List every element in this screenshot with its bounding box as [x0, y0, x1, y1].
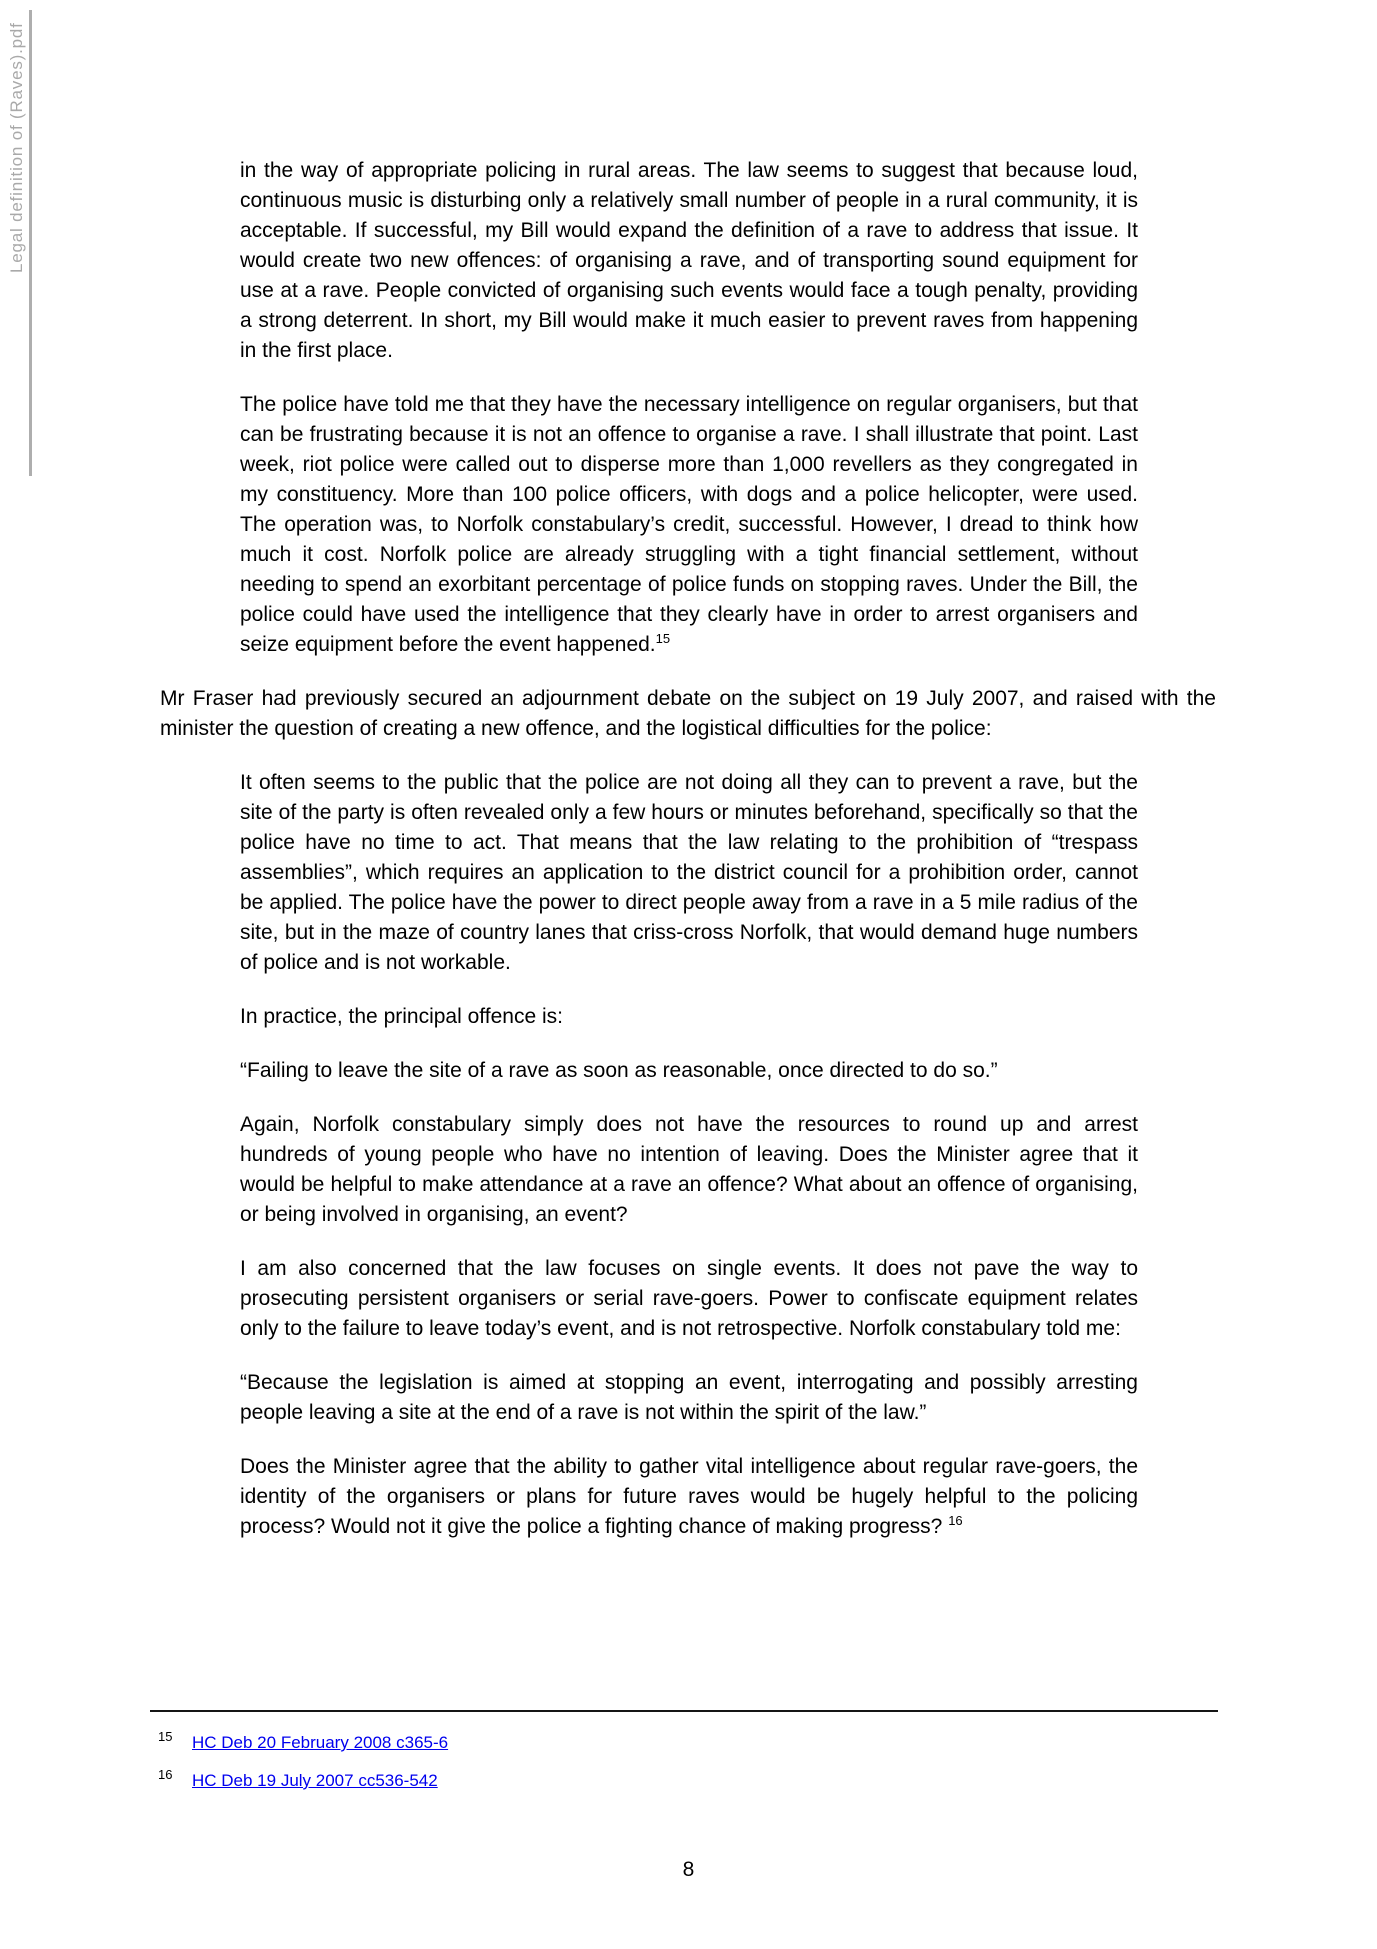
quoted-paragraph — [240, 768, 1138, 978]
paragraph-text: It often seems to the public that the police are not doing all they can to prevent a rave, but the site of the party is often revealed only a few hours or minutes beforehand, specifically so that the police have no time to act. That means that the law relating to the prohibition of “trespass assemblies”, which requires an application to the district council for a prohibition order, cannot be applied. The police have the power to direct people away from a rave in a 5 mile radius of the site, but in the maze of country lanes that criss-cross Norfolk, that would demand huge numbers of police and is not workable. — [240, 771, 1138, 974]
body-paragraph — [160, 684, 1216, 744]
quoted-paragraph — [240, 1056, 1138, 1086]
footnote-link-16[interactable]: HC Deb 19 July 2007 cc536-542 — [192, 1771, 438, 1790]
paragraph-text: I am also concerned that the law focuses on single events. It does not pave the way to prosecuting persistent organisers or serial rave-goers. Power to confiscate equipment relates only to the failure to leave today’s event, and is not retrospective. Norfolk constabulary told me: — [240, 1257, 1138, 1340]
quoted-paragraph — [240, 1002, 1138, 1032]
paragraph-text: In practice, the principal offence is: — [240, 1005, 563, 1028]
footnote-15 — [150, 1724, 1218, 1755]
footnote-marker-16: 16 — [158, 1767, 173, 1782]
filename-rail-line — [29, 10, 32, 476]
filename-label: Legal definition of (Raves).pdf — [7, 22, 26, 273]
footnote-ref-16: 16 — [948, 1513, 963, 1528]
quoted-paragraph — [240, 1254, 1138, 1344]
paragraph-text: Does the Minister agree that the ability to gather vital intelligence about regular rave-goers, the identity of the organisers or plans for future raves would be hugely helpful to the policing process? Would not it give the police a fighting chance of making progress? — [240, 1455, 1138, 1538]
footnote-link-15[interactable]: HC Deb 20 February 2008 c365-6 — [192, 1733, 449, 1752]
footnote-marker-15: 15 — [158, 1729, 173, 1744]
quoted-paragraph — [240, 1368, 1138, 1428]
page-number: 8 — [682, 1858, 695, 1881]
paragraph-text: The police have told me that they have the necessary intelligence on regular organisers, but that can be frustrating because it is not an offence to organise a rave. I shall illustrate that point. Last week, riot police were called out to disperse more than 1,000 revellers as they congregated in my constituency. More than 100 police officers, with dogs and a police helicopter, were used. The operation was, to Norfolk constabulary’s credit, successful. However, I dread to think how much it cost. Norfolk police are already struggling with a tight financial settlement, without needing to spend an exorbitant percentage of police funds on stopping raves. Under the Bill, the police could have used the intelligence that they clearly have in order to arrest organisers and seize equipment before the event happened. — [240, 393, 1138, 656]
document-body — [160, 156, 1216, 1566]
paragraph-text: Again, Norfolk constabulary simply does not have the resources to round up and arrest hundreds of young people who have no intention of leaving. Does the Minister agree that it would be helpful to make attendance at a rave an offence? What about an offence of organising, or being involved in organising, an event? — [240, 1113, 1138, 1226]
footnote-ref-15: 15 — [655, 631, 671, 646]
footnotes-section — [150, 1710, 1218, 1800]
quoted-paragraph — [240, 1452, 1138, 1542]
footnote-16 — [150, 1762, 1218, 1793]
quoted-paragraph — [240, 390, 1138, 660]
footnote-divider — [150, 1710, 1218, 1712]
paragraph-text: Mr Fraser had previously secured an adjournment debate on the subject on 19 July 2007, and raised with the minister the question of creating a new offence, and the logistical difficulties for the police: — [160, 687, 1216, 740]
quoted-paragraph — [240, 156, 1138, 366]
paragraph-text: “Because the legislation is aimed at stopping an event, interrogating and possibly arresting people leaving a site at the end of a rave is not within the spirit of the law.” — [240, 1371, 1138, 1424]
paragraph-text: “Failing to leave the site of a rave as soon as reasonable, once directed to do so.” — [240, 1059, 998, 1082]
paragraph-text: in the way of appropriate policing in rural areas. The law seems to suggest that because loud, continuous music is disturbing only a relatively small number of people in a rural community, it is acceptable. If successful, my Bill would expand the definition of a rave to address that issue. It would create two new offences: of organising a rave, and of transporting sound equipment for use at a rave. People convicted of organising such events would face a tough penalty, providing a strong deterrent. In short, my Bill would make it much easier to prevent raves from happening in the first place. — [240, 159, 1138, 362]
quoted-paragraph — [240, 1110, 1138, 1230]
